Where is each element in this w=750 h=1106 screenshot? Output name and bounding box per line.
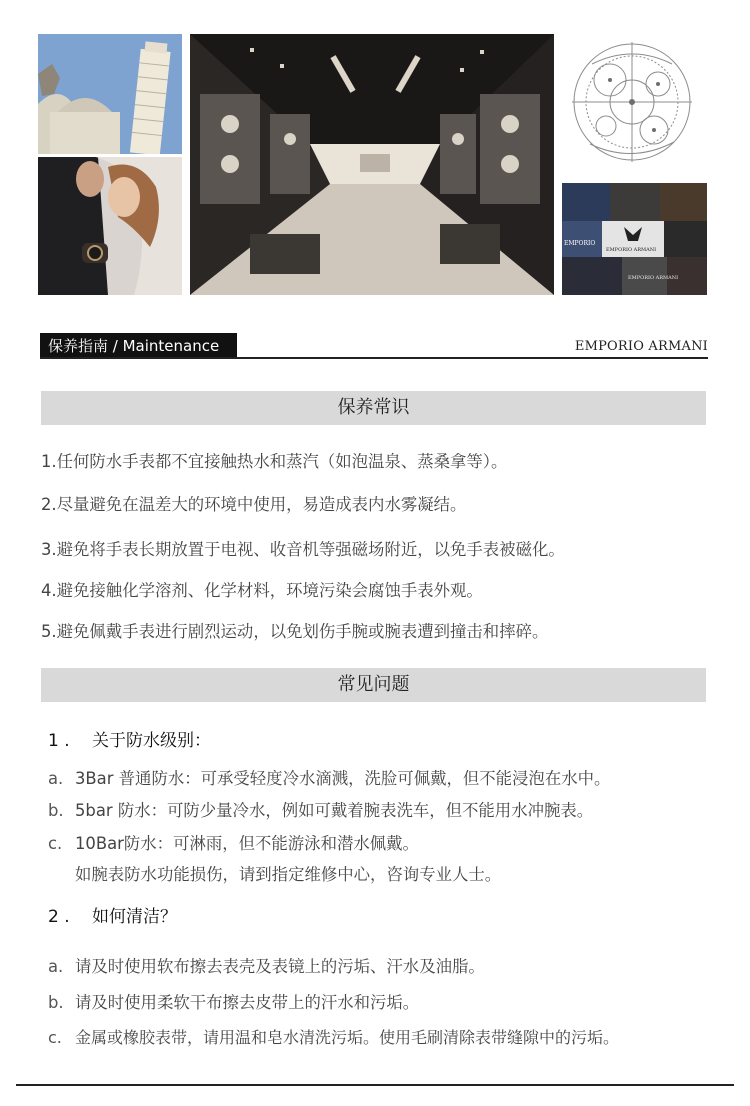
watch-movement-sketch	[562, 34, 707, 176]
faq-question-1	[48, 730, 211, 752]
faq-answer	[48, 1027, 619, 1049]
header-divider	[40, 357, 708, 359]
answer-text: 10Bar防水：可淋雨，但不能游泳和潜水佩戴。	[75, 834, 419, 853]
maintenance-tag-label: 保养指南 / Maintenance	[48, 337, 220, 355]
answer-marker: c.	[48, 1028, 62, 1047]
pisa-photo	[38, 34, 182, 154]
answer-text: 请及时使用软布擦去表壳及表镜上的污垢、汗水及油脂。	[75, 957, 485, 976]
care-tip-1: 1.任何防水手表都不宜接触热水和蒸汽（如泡温泉、蒸桑拿等）。	[41, 452, 508, 471]
answer-marker: c.	[48, 834, 63, 853]
store-front-collage-photo	[562, 183, 707, 295]
answer-text: 金属或橡胶表带，请用温和皂水清洗污垢。使用毛刷清除表带缝隙中的污垢。	[75, 1028, 620, 1047]
answer-marker: b.	[48, 801, 64, 820]
answer-text: 如腕表防水功能损伤，请到指定维修中心，咨询专业人士。	[75, 865, 502, 884]
faq-answer	[48, 992, 419, 1014]
faq-answer	[48, 956, 485, 978]
brand-logo: EMPORIO ARMANI	[574, 339, 708, 354]
footer-divider	[16, 1084, 734, 1086]
couple-photo	[38, 157, 182, 295]
faq-section-title: 常见问题	[41, 668, 706, 702]
faq-answer	[48, 800, 593, 822]
care-tip-4: 4.避免接触化学溶剂、化学材料，环境污染会腐蚀手表外观。	[41, 581, 483, 600]
faq-question-text: 关于防水级别：	[92, 731, 211, 751]
faq-answer-note	[48, 864, 501, 886]
answer-marker: a.	[48, 769, 64, 788]
shop-sign-2: EMPORIO ARMANI	[606, 247, 657, 253]
faq-question-text: 如何清洁？	[92, 907, 177, 927]
answer-text: 5bar 防水：可防少量冷水，例如可戴着腕表洗车，但不能用水冲腕表。	[75, 801, 594, 820]
shop-sign-1: EMPORIO	[564, 240, 596, 247]
care-tip-2: 2.尽量避免在温差大的环境中使用，易造成表内水雾凝结。	[41, 495, 467, 514]
faq-answer	[48, 768, 610, 790]
faq-question-number: 2 .	[48, 907, 70, 927]
answer-text: 3Bar 普通防水：可承受轻度冷水滴溅，洗脸可佩戴，但不能浸泡在水中。	[75, 769, 611, 788]
shop-sign-3: EMPORIO ARMANI	[628, 275, 679, 281]
faq-question-number: 1 .	[48, 731, 70, 751]
care-tip-5: 5.避免佩戴手表进行剧烈运动，以免划伤手腕或腕表遭到撞击和摔碎。	[41, 622, 549, 641]
care-section-title: 保养常识	[41, 391, 706, 425]
faq-question-2	[48, 906, 177, 928]
boutique-interior-photo	[190, 34, 554, 295]
answer-text: 请及时使用柔软干布擦去皮带上的汗水和污垢。	[75, 993, 420, 1012]
answer-marker: b.	[48, 993, 64, 1012]
faq-answer	[48, 833, 419, 855]
answer-marker: a.	[48, 957, 64, 976]
care-tip-3: 3.避免将手表长期放置于电视、收音机等强磁场附近，以免手表被磁化。	[41, 540, 565, 559]
